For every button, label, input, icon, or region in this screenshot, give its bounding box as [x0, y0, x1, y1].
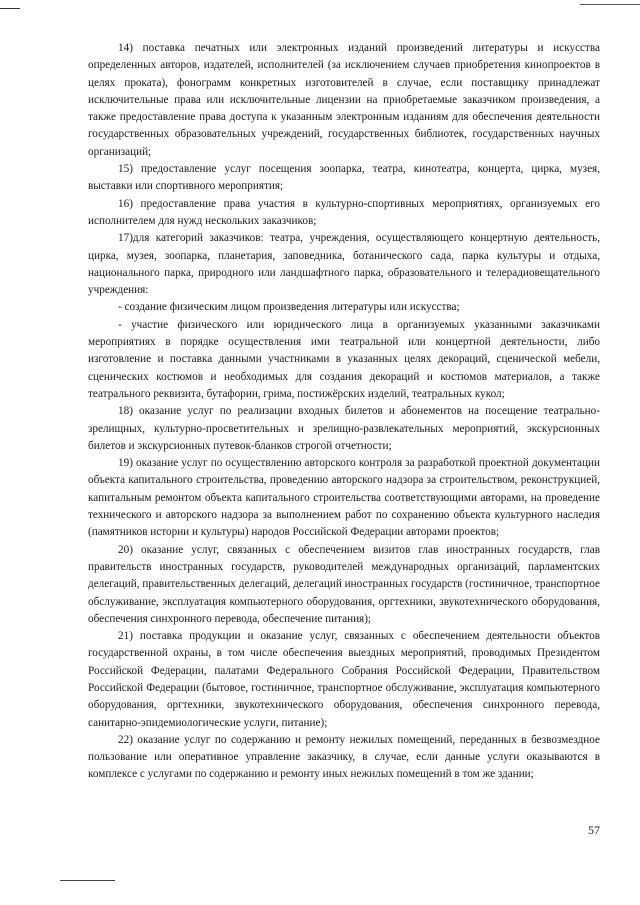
paragraph-21: 21) поставка продукции и оказание услуг, связанных с обеспечением деятельности объектов государственной охраны, в том числе обеспечения выездных мероприятий, проводимых Президентом Российской Федерации, палатами Федерального Собрания Российской Федерации, Правительством Российской Федерации (бытовое, гостиничное, транспортное обслуживание, эксплуатация компьютерного оборудования, оргтехники, звукотехнического оборудования, обеспечения синхронного перевода, санитарно-эпидемиологические услуги, питание);: [88, 630, 600, 729]
scan-artifact-line: [60, 880, 115, 881]
paragraph-19: 19) оказание услуг по осуществлению авторского контроля за разработкой проектной документации объекта капитального строительства, проведению авторского надзора за строительством, реконструкцией, капитальным ремонтом объекта капитального строительства соответствующими авторами, на проведение технического и авторского надзора за выполнением работ по сохранению объекта культурного наследия (памятников истории и культуры) народов Российской Федерации авторами проектов;: [88, 457, 600, 539]
paragraph-17-item-2: - участие физического или юридического лица в организуемых указанными заказчиками мероприятиях в порядке осуществления ими театральной или концертной деятельности, либо изготовление и поставка данными участниками в указанных целях декораций, сценической мебели, сценических костюмов и необходимых для создания декораций и костюмов материалов, а также театрального реквизита, бутафории, грима, постижёрских изделий, театральных кукол;: [88, 318, 600, 400]
page-number: 57: [588, 823, 600, 837]
document-body: [88, 40, 600, 784]
paragraph-17-item-1: - создание физическим лицом произведения литературы или искусства;: [118, 301, 460, 314]
paragraph-22: 22) оказание услуг по содержанию и ремонту нежилых помещений, переданных в безвозмездное пользование или оперативное управление заказчику, в случае, если данные услуги оказываются в комплексе с услугами по содержанию и ремонту иных нежилых помещений в том же здании;: [88, 733, 600, 781]
paragraph-18: 18) оказание услуг по реализации входных билетов и абонементов на посещение театрально-зрелищных, культурно-просветительных и зрелищно-развлекательных мероприятий, экскурсионных билетов и экскурсионных путевок-бланков строгой отчетности;: [88, 405, 600, 452]
paragraph-14: 14) поставка печатных или электронных изданий произведений литературы и искусства определенных авторов, издателей, исполнителей (за исключением случаев приобретения кинопроектов в целях проката), фонограмм конкретных изготовителей в случае, если поставщику принадлежат исключительные права или исключительные лицензии на приобретаемые заказчиком произведения, а также предоставление права доступа к указанным электронным изданиям для обеспечения деятельности государственных образовательных учреждений, государственных библиотек, государственных научных организаций;: [88, 42, 600, 158]
paragraph-20: 20) оказание услуг, связанных с обеспечением визитов глав иностранных государств, глав правительств иностранных государств, руководителей международных организаций, парламентских делегаций, правительственных делегаций, делегаций иностранных государств (гостиничное, транспортное обслуживание, эксплуатация компьютерного оборудования, оргтехники, звукотехнического оборудования, обеспечения синхронного перевода, обеспечение питания);: [88, 543, 600, 625]
paragraph-15: 15) предоставление услуг посещения зоопарка, театра, кинотеатра, концерта, цирка, музея, выставки или спортивного мероприятия;: [88, 163, 600, 193]
paragraph-17: 17)для категорий заказчиков: театра, учреждения, осуществляющего концертную деятельность, цирка, музея, зоопарка, планетария, заповедника, ботанического сада, парка культуры и отдыха, национального парка, природного или ландшафтного парка, образовательного и телерадиовещательного учреждения:: [88, 232, 600, 297]
scan-artifact-line: [580, 4, 640, 5]
scan-artifact-line: [0, 8, 20, 9]
paragraph-16: 16) предоставление права участия в культурно-спортивных мероприятиях, организуемых его исполнителем для нужд нескольких заказчиков;: [88, 197, 600, 227]
